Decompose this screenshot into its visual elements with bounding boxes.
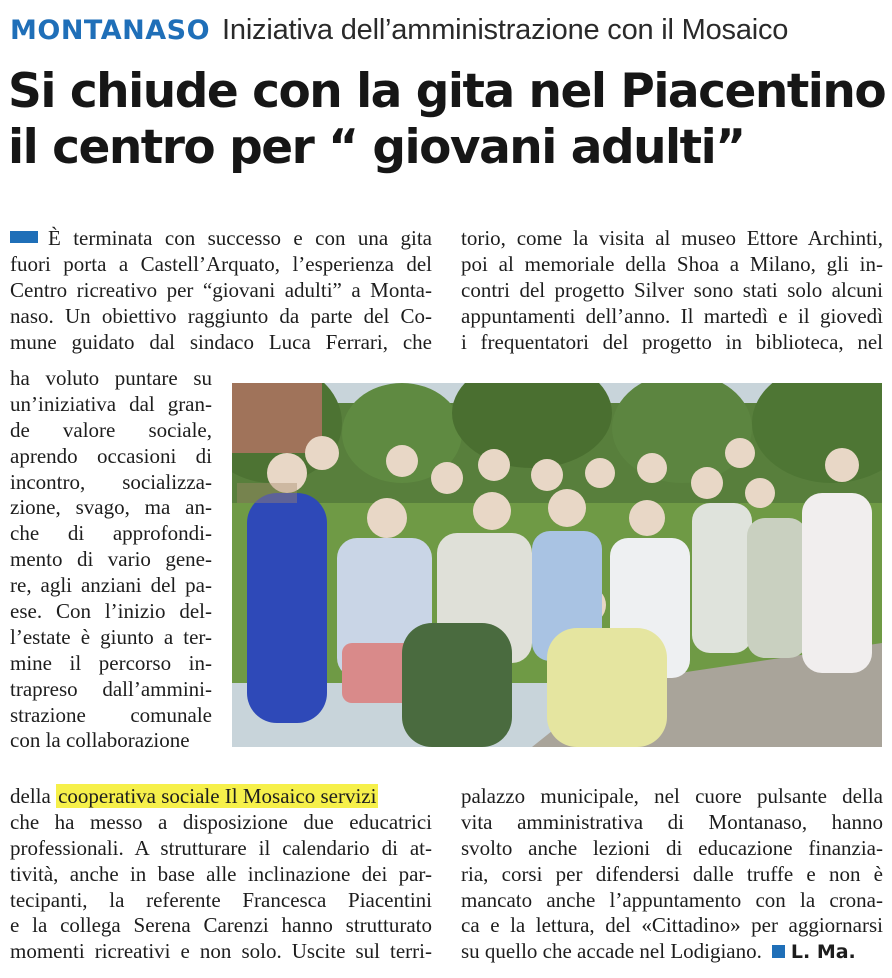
headline-line-1: Si chiude con la gita nel Piacentino bbox=[8, 64, 886, 119]
article-line: su quello che accade nel Lodigiano. L. Ma. bbox=[461, 939, 856, 964]
article-line: ese. Con l’inizio del- bbox=[10, 599, 212, 624]
article-line: re, agli anziani del pa- bbox=[10, 573, 212, 598]
article-line: l’estate è giunto a ter- bbox=[10, 624, 212, 649]
article-line: contri del progetto Silver sono stati solo alcuni bbox=[461, 277, 883, 302]
article-line: mine il percorso in- bbox=[10, 650, 212, 675]
kicker-location: MONTANASO bbox=[10, 15, 211, 46]
article-line: ria, corsi per difendersi dalle truffe e non è bbox=[461, 861, 883, 886]
article-line: mento di vario gene- bbox=[10, 547, 212, 572]
article-line: fuori porta a Castell’Arquato, l’esperienza del bbox=[10, 251, 432, 276]
article-line: trapreso dall’ammini- bbox=[10, 676, 212, 701]
article-line: momenti ricreativi e non solo. Uscite sul terri- bbox=[10, 939, 432, 964]
article-col1-side bbox=[10, 366, 212, 754]
signature-marker-icon bbox=[772, 945, 785, 958]
article-line: ha voluto puntare su bbox=[10, 366, 212, 390]
article-line: poi al memoriale della Shoa a Milano, gli in- bbox=[461, 251, 883, 276]
article-line: È terminata con successo e con una gita bbox=[10, 226, 432, 252]
article-line: che di approfondi- bbox=[10, 521, 212, 546]
article-line: incontro, socializza- bbox=[10, 469, 212, 494]
group-photo-illustration bbox=[232, 383, 882, 747]
article-col2-bottom bbox=[461, 784, 883, 965]
article-line: i frequentatori del progetto in biblioteca, nel bbox=[461, 329, 883, 354]
article-line: professionali. A strutturare il calendario di at- bbox=[10, 835, 432, 860]
author-signature: L. Ma. bbox=[790, 941, 856, 964]
article-col2-top bbox=[461, 226, 883, 355]
headline bbox=[8, 64, 888, 176]
article-line: svolto anche lezioni di educazione finanzia- bbox=[461, 835, 883, 860]
article-line: aprendo occasioni di bbox=[10, 443, 212, 468]
kicker bbox=[10, 14, 788, 54]
article-line: tività, anche in base alle inclinazione dei par- bbox=[10, 861, 432, 886]
article-line: ca e la lettura, del «Cittadino» per aggiornarsi bbox=[461, 913, 883, 938]
article-line: e la collega Serena Carenzi hanno strutturato bbox=[10, 913, 432, 938]
article-line: vita amministrativa di Montanaso, hanno bbox=[461, 809, 883, 834]
highlighted-text: cooperativa sociale Il Mosaico servizi bbox=[58, 784, 377, 808]
article-line: un’iniziativa dal gran- bbox=[10, 391, 212, 416]
article-line: mancato anche l’appuntamento con la crona- bbox=[461, 887, 883, 912]
article-line: torio, come la visita al museo Ettore Archinti, bbox=[461, 226, 883, 250]
article-line: palazzo municipale, nel cuore pulsante della bbox=[461, 784, 883, 808]
article-line: tecipanti, la referente Francesca Piacentini bbox=[10, 887, 432, 912]
article-line: Centro ricreativo per “giovani adulti” a Monta- bbox=[10, 277, 432, 302]
section-marker-icon bbox=[10, 231, 38, 243]
article-line: che ha messo a disposizione due educatrici bbox=[10, 809, 432, 834]
kicker-subtitle: Iniziativa dell’amministrazione con il Mosaico bbox=[222, 14, 789, 46]
article-line: strazione comunale bbox=[10, 702, 212, 727]
headline-line-2: il centro per “ giovani adulti” bbox=[8, 120, 745, 175]
article-line: appuntamenti dell’anno. Il martedì e il giovedì bbox=[461, 303, 883, 328]
article-line: zione, svago, ma an- bbox=[10, 495, 212, 520]
article-line: naso. Un obiettivo raggiunto da parte del Co- bbox=[10, 303, 432, 328]
group-photo bbox=[232, 383, 882, 747]
article-col1-bottom bbox=[10, 784, 432, 965]
article-line: con la collaborazione bbox=[10, 728, 190, 753]
article-line: della cooperativa sociale Il Mosaico servizi bbox=[10, 784, 377, 808]
article-line: de valore sociale, bbox=[10, 417, 212, 442]
article-line: mune guidato dal sindaco Luca Ferrari, che bbox=[10, 329, 432, 354]
article-col1-top bbox=[10, 226, 432, 355]
